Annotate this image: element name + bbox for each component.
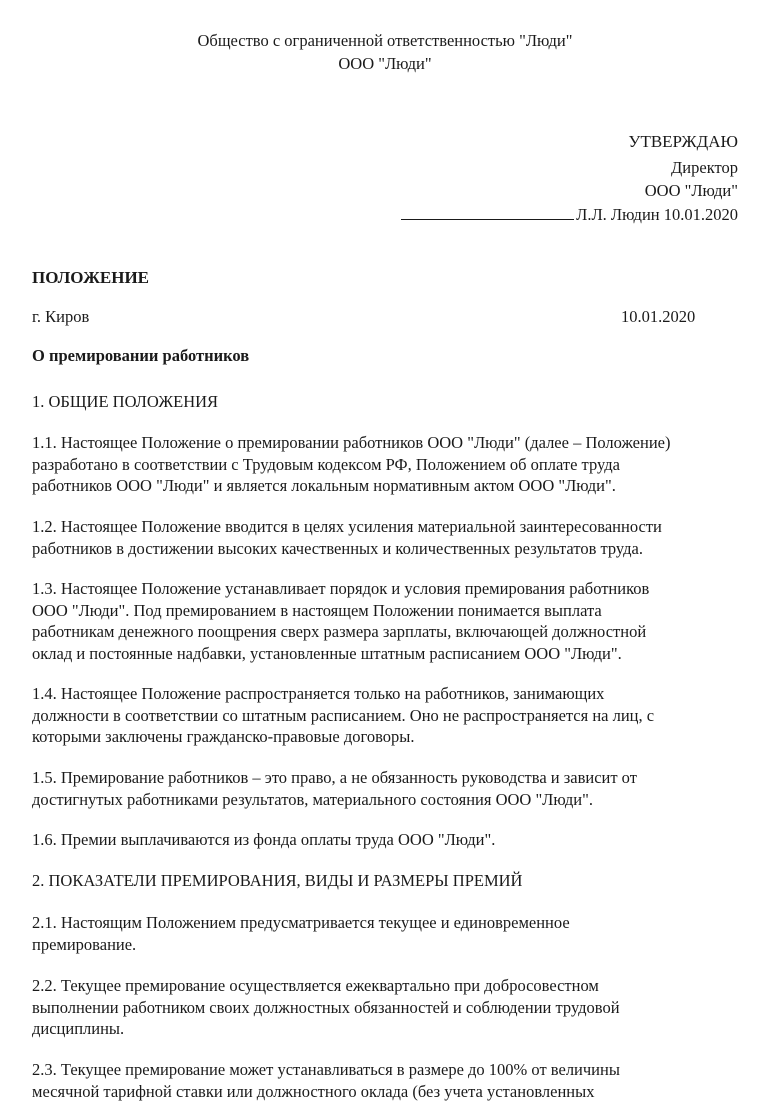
paragraph — [32, 912, 744, 955]
signature-text: Л.Л. Людин 10.01.2020 — [576, 205, 738, 224]
paragraph-line: которыми заключены гражданско-правовые договоры. — [32, 727, 415, 746]
paragraph-line: 2.1. Настоящим Положением предусматривается текущее и единовременное — [32, 913, 570, 932]
document-title: ПОЛОЖЕНИЕ — [32, 268, 149, 287]
paragraph-line: ООО "Люди". Под премированием в настоящем Положении понимается выплата — [32, 600, 602, 620]
paragraph-line: выполнении работником своих должностных обязанностей и соблюдении трудовой — [32, 997, 620, 1017]
paragraph-line: 1.4. Настоящее Положение распространяется только на работников, занимающих — [32, 684, 605, 703]
paragraph — [32, 829, 744, 851]
paragraph — [32, 516, 744, 559]
document-date: 10.01.2020 — [621, 307, 696, 326]
paragraph-line: 1.2. Настоящее Положение вводится в целях усиления материальной заинтересованности — [32, 517, 662, 536]
paragraph-line: 1.1. Настоящее Положение о премировании работников ООО "Люди" (далее – Положение) — [32, 433, 671, 452]
paragraph-line: работникам денежного поощрения сверх размера зарплаты, включающей должностной — [32, 622, 647, 641]
paragraph-line: 2.2. Текущее премирование осуществляется ежеквартально при добросовестном — [32, 976, 599, 995]
paragraph — [32, 683, 744, 748]
paragraph-line: разработано в соответствии с Трудовым кодексом РФ, Положением об оплате труда — [32, 454, 620, 474]
paragraph — [32, 432, 744, 497]
paragraph-line: премирование. — [32, 934, 137, 954]
paragraph-line: 2.3. Текущее премирование может устанавливаться в размере до 100% от величины — [32, 1060, 620, 1079]
approval-stamp: УТВЕРЖДАЮ — [628, 132, 738, 151]
section-heading: 1. ОБЩИЕ ПОЛОЖЕНИЯ — [32, 392, 219, 411]
paragraph — [32, 578, 744, 664]
org-short-name: ООО "Люди" — [338, 54, 432, 73]
org-full-name: Общество с ограниченной ответственностью "Люди" — [197, 31, 573, 50]
signature-underline — [401, 205, 574, 220]
paragraph-line: должности в соответствии со штатным расписанием. Оно не распространяется на лиц, с — [32, 705, 655, 725]
signature-line — [401, 205, 738, 225]
document-city: г. Киров — [32, 307, 90, 326]
approver-org: ООО "Люди" — [644, 181, 738, 200]
paragraph — [32, 1059, 744, 1102]
paragraph-line: 1.6. Премии выплачиваются из фонда оплаты труда ООО "Люди". — [32, 830, 496, 849]
document-subject: О премировании работников — [32, 346, 250, 365]
paragraph-line: достигнутых работниками результатов, материального состояния ООО "Люди". — [32, 789, 593, 809]
section-heading: 2. ПОКАЗАТЕЛИ ПРЕМИРОВАНИЯ, ВИДЫ И РАЗМЕРЫ ПРЕМИЙ — [32, 871, 523, 890]
paragraph-line: дисциплины. — [32, 1019, 125, 1038]
paragraph-line: работников ООО "Люди" и является локальным нормативным актом ООО "Люди". — [32, 476, 616, 495]
paragraph-line: 1.5. Премирование работников – это право, а не обязанность руководства и зависит от — [32, 768, 637, 787]
paragraph-line: оклад и постоянные надбавки, установленные штатным расписанием ООО "Люди". — [32, 643, 622, 663]
approver-position: Директор — [671, 158, 738, 177]
paragraph — [32, 767, 744, 810]
paragraph-line: месячной тарифной ставки или должностного оклада (без учета установленных — [32, 1081, 595, 1101]
paragraph — [32, 975, 744, 1040]
paragraph-line: работников в достижении высоких качественных и количественных результатов труда. — [32, 538, 643, 558]
paragraph-line: 1.3. Настоящее Положение устанавливает порядок и условия премирования работников — [32, 579, 650, 598]
